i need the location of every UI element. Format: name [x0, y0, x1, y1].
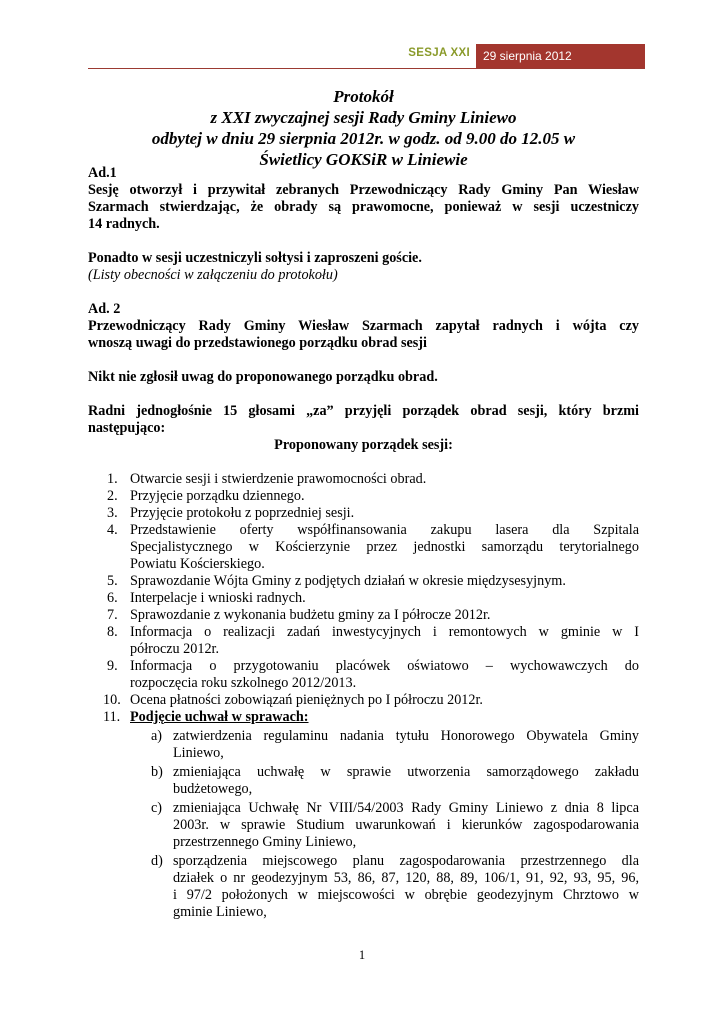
- ad1-heading: Ad.1: [88, 165, 117, 181]
- page-number: 1: [358, 948, 366, 962]
- agenda-item: półroczu 2012r.: [130, 641, 220, 657]
- agenda-number: 9.: [107, 658, 118, 674]
- subitem-text: zmieniająca uchwałę w sprawie utworzenia samorządowego zakładu: [173, 764, 639, 780]
- ad1-guests: Ponadto w sesji uczestniczyli sołtysi i zaproszeni goście.: [88, 250, 422, 266]
- title-line-1: Protokół: [333, 87, 394, 106]
- subitem-text: gminie Liniewo,: [173, 904, 267, 920]
- agenda-item: Informacja o realizacji zadań inwestycyjnych i remontowych w gminie w I: [130, 624, 639, 640]
- subitem-text: 2003r. w sprawie Studium uwarunkowań i kierunków zagospodarowania: [173, 817, 639, 833]
- subitem-text: Liniewo,: [173, 745, 224, 761]
- agenda-item: Przedstawienie oferty współfinansowania zakupu lasera dla Szpitala: [130, 522, 639, 538]
- agenda-item: Sprawozdanie Wójta Gminy z podjętych działań w okresie międzysesyjnym.: [130, 573, 566, 589]
- agenda-number: 7.: [107, 607, 118, 623]
- agenda-item: Ocena płatności zobowiązań pieniężnych po I półroczu 2012r.: [130, 692, 483, 708]
- subitem-letter: b): [151, 764, 163, 780]
- agenda-number: 6.: [107, 590, 118, 606]
- title-line-3: odbytej w dniu 29 sierpnia 2012r. w godz. od 9.00 do 12.05 w: [151, 129, 576, 148]
- subitem-text: budżetowego,: [173, 781, 253, 797]
- subitem-text: i 97/2 położonych w miejscowości w obrębie geodezyjnym Chrztowo w: [173, 887, 639, 903]
- ad2-no-remarks: Nikt nie zgłosił uwag do proponowanego porządku obrad.: [88, 369, 438, 385]
- agenda-item: Otwarcie sesji i stwierdzenie prawomocności obrad.: [130, 471, 427, 487]
- agenda-number: 10.: [103, 692, 121, 708]
- ad2-line: wnoszą uwagi do przedstawionego porządku obrad sesji: [88, 335, 427, 351]
- subitem-text: zatwierdzenia regulaminu nadania tytułu Honorowego Obywatela Gminy: [173, 728, 639, 744]
- agenda-item: Interpelacje i wnioski radnych.: [130, 590, 306, 606]
- subitem-letter: d): [151, 853, 163, 869]
- header-session: SESJA XXI: [408, 47, 470, 59]
- ad1-line: Szarmach stwierdzając, że obrady są prawomocne, ponieważ w sesji uczestniczy: [88, 199, 639, 215]
- ad1-attendance-note: (Listy obecności w załączeniu do protokołu): [88, 267, 338, 283]
- agenda-item: Podjęcie uchwał w sprawach:: [130, 709, 309, 725]
- agenda-number: 2.: [107, 488, 118, 504]
- subitem-letter: c): [151, 800, 163, 816]
- ad2-heading: Ad. 2: [88, 301, 121, 317]
- subitem-letter: a): [151, 728, 163, 744]
- agenda-number: 1.: [107, 471, 118, 487]
- agenda-number: 3.: [107, 505, 118, 521]
- agenda-number: 5.: [107, 573, 118, 589]
- agenda-item: rozpoczęcia roku szkolnego 2012/2013.: [130, 675, 357, 691]
- ad2-line: Przewodniczący Rady Gminy Wiesław Szarmach zapytał radnych i wójta czy: [88, 318, 639, 334]
- header-rule: [88, 68, 645, 69]
- agenda-item: Przyjęcie porządku dziennego.: [130, 488, 305, 504]
- agenda-number: 8.: [107, 624, 118, 640]
- agenda-item: Przyjęcie protokołu z poprzedniej sesji.: [130, 505, 355, 521]
- ad2-vote-line: następująco:: [88, 420, 166, 436]
- agenda-item: Specjalistycznego w Kościerzynie przez jednostki samorządu terytorialnego: [130, 539, 639, 555]
- agenda-number: 11.: [103, 709, 121, 725]
- agenda-item: Powiatu Kościerskiego.: [130, 556, 265, 572]
- ad2-vote-line: Radni jednogłośnie 15 głosami „za” przyjęli porządek obrad sesji, który brzmi: [88, 403, 639, 419]
- subitem-text: przestrzennego Gminy Liniewo,: [173, 834, 357, 850]
- subitem-text: zmieniająca Uchwałę Nr VIII/54/2003 Rady Gminy Liniewo z dnia 8 lipca: [173, 800, 639, 816]
- agenda-item: Sprawozdanie z wykonania budżetu gminy za I półrocze 2012r.: [130, 607, 491, 623]
- title-line-4: Świetlicy GOKSiR w Liniewie: [259, 150, 468, 169]
- agenda-number: 4.: [107, 522, 118, 538]
- agenda-title: Proponowany porządek sesji:: [274, 437, 453, 453]
- agenda-item: Informacja o przygotowaniu placówek oświatowo – wychowawczych do: [130, 658, 639, 674]
- subitem-text: działek o nr geodezyjnym 53, 86, 87, 120, 88, 89, 106/1, 91, 92, 93, 95, 96,: [173, 870, 639, 886]
- subitem-text: sporządzenia miejscowego planu zagospodarowania przestrzennego dla: [173, 853, 639, 869]
- title-line-2: z XXI zwyczajnej sesji Rady Gminy Liniewo: [210, 108, 517, 127]
- ad1-line: 14 radnych.: [88, 216, 160, 232]
- ad1-line: Sesję otworzył i przywitał zebranych Przewodniczący Rady Gminy Pan Wiesław: [88, 182, 639, 198]
- header-date: 29 sierpnia 2012: [476, 44, 645, 68]
